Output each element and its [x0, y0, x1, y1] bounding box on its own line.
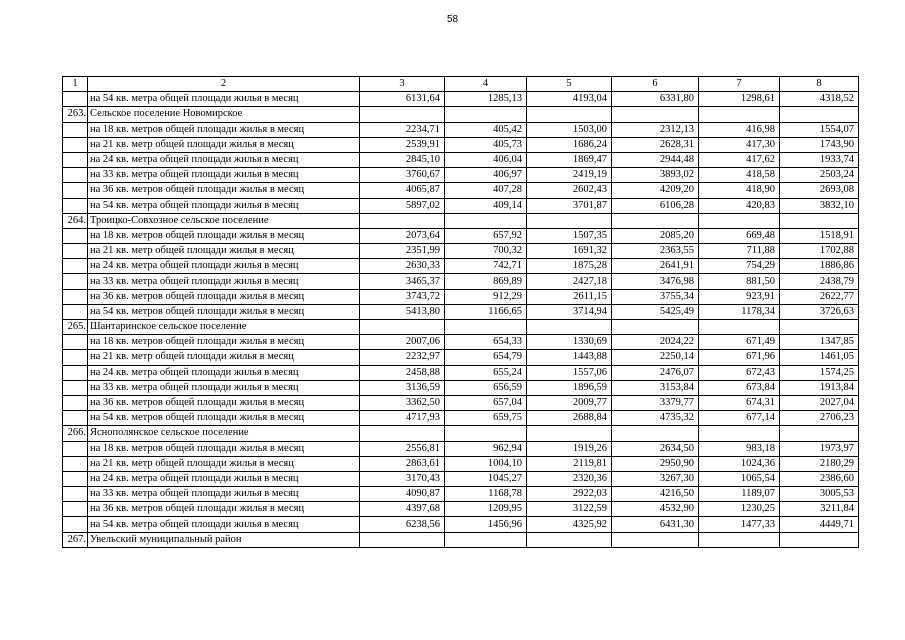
value-cell: 4532,90	[612, 502, 699, 517]
value-cell: 2024,22	[612, 335, 699, 350]
table-row	[63, 502, 859, 517]
group-row	[63, 213, 859, 228]
table-row	[63, 228, 859, 243]
empty-cell	[63, 289, 88, 304]
table-row	[63, 487, 859, 502]
value-cell: 1168,78	[445, 487, 527, 502]
row-description: на 36 кв. метров общей площади жилья в месяц	[88, 289, 360, 304]
empty-cell	[780, 532, 859, 547]
value-cell: 4449,71	[780, 517, 859, 532]
value-cell: 3005,53	[780, 487, 859, 502]
group-name: Шантаринское сельское поселение	[88, 320, 360, 335]
value-cell: 4397,68	[360, 502, 445, 517]
empty-cell	[527, 532, 612, 547]
value-cell: 654,79	[445, 350, 527, 365]
row-description: на 54 кв. метров общей площади жилья в месяц	[88, 304, 360, 319]
row-description: на 54 кв. метра общей площади жилья в месяц	[88, 198, 360, 213]
value-cell: 3893,02	[612, 168, 699, 183]
row-description: на 24 кв. метра общей площади жилья в месяц	[88, 471, 360, 486]
empty-cell	[63, 168, 88, 183]
value-cell: 2027,04	[780, 395, 859, 410]
value-cell: 700,32	[445, 244, 527, 259]
empty-cell	[63, 198, 88, 213]
group-name: Сельское поселение Новомирское	[88, 107, 360, 122]
value-cell: 1178,34	[699, 304, 780, 319]
value-cell: 2628,31	[612, 137, 699, 152]
row-description: на 54 кв. метров общей площади жилья в месяц	[88, 411, 360, 426]
row-description: на 36 кв. метров общей площади жилья в месяц	[88, 183, 360, 198]
value-cell: 3170,43	[360, 471, 445, 486]
table-row	[63, 168, 859, 183]
empty-cell	[360, 213, 445, 228]
value-cell: 2119,81	[527, 456, 612, 471]
value-cell: 5897,02	[360, 198, 445, 213]
value-cell: 1875,28	[527, 259, 612, 274]
value-cell: 2622,77	[780, 289, 859, 304]
empty-cell	[63, 350, 88, 365]
group-name: Яснополянское сельское поселение	[88, 426, 360, 441]
value-cell: 742,71	[445, 259, 527, 274]
value-cell: 677,14	[699, 411, 780, 426]
table-row	[63, 289, 859, 304]
empty-cell	[63, 122, 88, 137]
empty-cell	[63, 137, 88, 152]
empty-cell	[699, 426, 780, 441]
value-cell: 6106,28	[612, 198, 699, 213]
value-cell: 3726,63	[780, 304, 859, 319]
value-cell: 1743,90	[780, 137, 859, 152]
value-cell: 4318,52	[780, 92, 859, 107]
table-row	[63, 441, 859, 456]
value-cell: 659,75	[445, 411, 527, 426]
empty-cell	[699, 213, 780, 228]
value-cell: 2458,88	[360, 365, 445, 380]
row-description: на 36 кв. метров общей площади жилья в месяц	[88, 502, 360, 517]
empty-cell	[612, 320, 699, 335]
value-cell: 1045,27	[445, 471, 527, 486]
empty-cell	[780, 320, 859, 335]
value-cell: 2363,55	[612, 244, 699, 259]
row-description: на 24 кв. метра общей площади жилья в месяц	[88, 259, 360, 274]
row-description: на 33 кв. метра общей площади жилья в месяц	[88, 274, 360, 289]
value-cell: 2641,91	[612, 259, 699, 274]
value-cell: 3465,37	[360, 274, 445, 289]
empty-cell	[527, 107, 612, 122]
empty-cell	[63, 471, 88, 486]
value-cell: 4193,04	[527, 92, 612, 107]
value-cell: 5413,80	[360, 304, 445, 319]
empty-cell	[527, 213, 612, 228]
table-row	[63, 335, 859, 350]
value-cell: 1702,88	[780, 244, 859, 259]
group-row	[63, 426, 859, 441]
value-cell: 420,83	[699, 198, 780, 213]
value-cell: 655,24	[445, 365, 527, 380]
group-name: Увельский муниципальный район	[88, 532, 360, 547]
value-cell: 3743,72	[360, 289, 445, 304]
value-cell: 3267,30	[612, 471, 699, 486]
header-cell: 5	[527, 77, 612, 92]
table-row	[63, 259, 859, 274]
header-cell: 3	[360, 77, 445, 92]
table-row	[63, 471, 859, 486]
empty-cell	[63, 380, 88, 395]
empty-cell	[612, 426, 699, 441]
empty-cell	[445, 320, 527, 335]
value-cell: 2503,24	[780, 168, 859, 183]
row-description: на 33 кв. метра общей площади жилья в месяц	[88, 168, 360, 183]
group-number: 267.	[63, 532, 88, 547]
empty-cell	[63, 228, 88, 243]
value-cell: 881,50	[699, 274, 780, 289]
value-cell: 4090,87	[360, 487, 445, 502]
row-description: на 33 кв. метра общей площади жилья в месяц	[88, 380, 360, 395]
value-cell: 657,04	[445, 395, 527, 410]
value-cell: 2922,03	[527, 487, 612, 502]
value-cell: 1574,25	[780, 365, 859, 380]
value-cell: 2438,79	[780, 274, 859, 289]
value-cell: 2007,06	[360, 335, 445, 350]
empty-cell	[445, 107, 527, 122]
empty-cell	[63, 183, 88, 198]
row-description: на 33 кв. метра общей площади жилья в месяц	[88, 487, 360, 502]
value-cell: 405,42	[445, 122, 527, 137]
value-cell: 409,14	[445, 198, 527, 213]
empty-cell	[63, 441, 88, 456]
empty-cell	[63, 395, 88, 410]
value-cell: 1973,97	[780, 441, 859, 456]
value-cell: 418,58	[699, 168, 780, 183]
empty-cell	[63, 92, 88, 107]
value-cell: 1461,05	[780, 350, 859, 365]
value-cell: 4216,50	[612, 487, 699, 502]
table-row	[63, 456, 859, 471]
table-row	[63, 137, 859, 152]
page-number: 58	[446, 14, 459, 25]
empty-cell	[63, 411, 88, 426]
row-description: на 54 кв. метра общей площади жилья в месяц	[88, 92, 360, 107]
table-row	[63, 517, 859, 532]
table-row	[63, 365, 859, 380]
value-cell: 2312,13	[612, 122, 699, 137]
value-cell: 6238,56	[360, 517, 445, 532]
value-cell: 3136,59	[360, 380, 445, 395]
table-row	[63, 395, 859, 410]
value-cell: 2476,07	[612, 365, 699, 380]
value-cell: 406,97	[445, 168, 527, 183]
value-cell: 1686,24	[527, 137, 612, 152]
group-row	[63, 320, 859, 335]
value-cell: 416,98	[699, 122, 780, 137]
value-cell: 2706,23	[780, 411, 859, 426]
empty-cell	[780, 213, 859, 228]
value-cell: 1004,10	[445, 456, 527, 471]
table-row	[63, 274, 859, 289]
empty-cell	[780, 426, 859, 441]
table-row	[63, 183, 859, 198]
empty-cell	[360, 320, 445, 335]
empty-cell	[445, 426, 527, 441]
value-cell: 1209,95	[445, 502, 527, 517]
empty-cell	[699, 320, 780, 335]
value-cell: 2944,48	[612, 152, 699, 167]
row-description: на 36 кв. метров общей площади жилья в месяц	[88, 395, 360, 410]
value-cell: 1896,59	[527, 380, 612, 395]
value-cell: 1166,65	[445, 304, 527, 319]
group-number: 263.	[63, 107, 88, 122]
value-cell: 923,91	[699, 289, 780, 304]
value-cell: 912,29	[445, 289, 527, 304]
value-cell: 4735,32	[612, 411, 699, 426]
value-cell: 1913,84	[780, 380, 859, 395]
value-cell: 2234,71	[360, 122, 445, 137]
group-row	[63, 532, 859, 547]
empty-cell	[63, 502, 88, 517]
value-cell: 1557,06	[527, 365, 612, 380]
value-cell: 3211,84	[780, 502, 859, 517]
empty-cell	[360, 532, 445, 547]
value-cell: 406,04	[445, 152, 527, 167]
value-cell: 3122,59	[527, 502, 612, 517]
value-cell: 6431,30	[612, 517, 699, 532]
value-cell: 1456,96	[445, 517, 527, 532]
value-cell: 3714,94	[527, 304, 612, 319]
value-cell: 1477,33	[699, 517, 780, 532]
value-cell: 1869,47	[527, 152, 612, 167]
value-cell: 2556,81	[360, 441, 445, 456]
empty-cell	[612, 213, 699, 228]
value-cell: 2634,50	[612, 441, 699, 456]
value-cell: 2427,18	[527, 274, 612, 289]
row-description: на 24 кв. метра общей площади жилья в месяц	[88, 152, 360, 167]
empty-cell	[63, 517, 88, 532]
value-cell: 407,28	[445, 183, 527, 198]
row-description: на 21 кв. метр общей площади жилья в месяц	[88, 456, 360, 471]
value-cell: 2351,99	[360, 244, 445, 259]
empty-cell	[445, 532, 527, 547]
empty-cell	[699, 532, 780, 547]
value-cell: 4325,92	[527, 517, 612, 532]
value-cell: 1933,74	[780, 152, 859, 167]
empty-cell	[445, 213, 527, 228]
value-cell: 869,89	[445, 274, 527, 289]
empty-cell	[527, 320, 612, 335]
row-description: на 18 кв. метров общей площади жилья в месяц	[88, 441, 360, 456]
value-cell: 1285,13	[445, 92, 527, 107]
value-cell: 3476,98	[612, 274, 699, 289]
value-cell: 671,49	[699, 335, 780, 350]
table-row	[63, 198, 859, 213]
value-cell: 6331,80	[612, 92, 699, 107]
value-cell: 1330,69	[527, 335, 612, 350]
value-cell: 1507,35	[527, 228, 612, 243]
empty-cell	[63, 487, 88, 502]
empty-cell	[612, 532, 699, 547]
value-cell: 5425,49	[612, 304, 699, 319]
row-description: на 21 кв. метр общей площади жилья в месяц	[88, 244, 360, 259]
group-number: 264.	[63, 213, 88, 228]
value-cell: 3755,34	[612, 289, 699, 304]
empty-cell	[63, 304, 88, 319]
group-name: Троицко-Совхозное сельское поселение	[88, 213, 360, 228]
empty-cell	[63, 259, 88, 274]
table-row	[63, 411, 859, 426]
row-description: на 24 кв. метра общей площади жилья в месяц	[88, 365, 360, 380]
table-body	[63, 77, 859, 548]
empty-cell	[527, 426, 612, 441]
value-cell: 2386,60	[780, 471, 859, 486]
value-cell: 1347,85	[780, 335, 859, 350]
empty-cell	[63, 365, 88, 380]
row-description: на 54 кв. метра общей площади жилья в месяц	[88, 517, 360, 532]
value-cell: 754,29	[699, 259, 780, 274]
value-cell: 6131,64	[360, 92, 445, 107]
value-cell: 405,73	[445, 137, 527, 152]
value-cell: 3701,87	[527, 198, 612, 213]
empty-cell	[63, 335, 88, 350]
empty-cell	[63, 274, 88, 289]
header-cell: 8	[780, 77, 859, 92]
value-cell: 2250,14	[612, 350, 699, 365]
value-cell: 673,84	[699, 380, 780, 395]
value-cell: 3760,67	[360, 168, 445, 183]
value-cell: 4065,87	[360, 183, 445, 198]
value-cell: 4717,93	[360, 411, 445, 426]
value-cell: 1518,91	[780, 228, 859, 243]
value-cell: 417,30	[699, 137, 780, 152]
value-cell: 1554,07	[780, 122, 859, 137]
tariff-table	[62, 76, 859, 548]
table-row	[63, 92, 859, 107]
group-row	[63, 107, 859, 122]
row-description: на 18 кв. метров общей площади жилья в месяц	[88, 122, 360, 137]
header-cell: 2	[88, 77, 360, 92]
row-description: на 18 кв. метров общей площади жилья в месяц	[88, 228, 360, 243]
value-cell: 2419,19	[527, 168, 612, 183]
value-cell: 418,90	[699, 183, 780, 198]
table-row	[63, 152, 859, 167]
value-cell: 1919,26	[527, 441, 612, 456]
empty-cell	[360, 426, 445, 441]
table-row	[63, 304, 859, 319]
value-cell: 2539,91	[360, 137, 445, 152]
value-cell: 2009,77	[527, 395, 612, 410]
table-row	[63, 380, 859, 395]
value-cell: 2630,33	[360, 259, 445, 274]
value-cell: 672,43	[699, 365, 780, 380]
value-cell: 671,96	[699, 350, 780, 365]
value-cell: 983,18	[699, 441, 780, 456]
group-number: 266.	[63, 426, 88, 441]
header-cell: 6	[612, 77, 699, 92]
group-number: 265.	[63, 320, 88, 335]
value-cell: 1189,07	[699, 487, 780, 502]
header-cell: 4	[445, 77, 527, 92]
table-row	[63, 122, 859, 137]
row-description: на 18 кв. метров общей площади жилья в месяц	[88, 335, 360, 350]
value-cell: 4209,20	[612, 183, 699, 198]
value-cell: 2845,10	[360, 152, 445, 167]
value-cell: 1298,61	[699, 92, 780, 107]
value-cell: 1443,88	[527, 350, 612, 365]
value-cell: 962,94	[445, 441, 527, 456]
value-cell: 2863,61	[360, 456, 445, 471]
value-cell: 669,48	[699, 228, 780, 243]
empty-cell	[699, 107, 780, 122]
value-cell: 2693,08	[780, 183, 859, 198]
empty-cell	[780, 107, 859, 122]
header-cell: 7	[699, 77, 780, 92]
value-cell: 656,59	[445, 380, 527, 395]
value-cell: 3379,77	[612, 395, 699, 410]
empty-cell	[63, 456, 88, 471]
row-description: на 21 кв. метр общей площади жилья в месяц	[88, 137, 360, 152]
value-cell: 3832,10	[780, 198, 859, 213]
empty-cell	[63, 152, 88, 167]
value-cell: 1230,25	[699, 502, 780, 517]
value-cell: 657,92	[445, 228, 527, 243]
value-cell: 2950,90	[612, 456, 699, 471]
value-cell: 2180,29	[780, 456, 859, 471]
value-cell: 2320,36	[527, 471, 612, 486]
value-cell: 674,31	[699, 395, 780, 410]
empty-cell	[360, 107, 445, 122]
value-cell: 711,88	[699, 244, 780, 259]
table-row	[63, 350, 859, 365]
value-cell: 2085,20	[612, 228, 699, 243]
value-cell: 417,62	[699, 152, 780, 167]
value-cell: 2602,43	[527, 183, 612, 198]
value-cell: 2688,84	[527, 411, 612, 426]
value-cell: 3153,84	[612, 380, 699, 395]
table-row	[63, 244, 859, 259]
value-cell: 2611,15	[527, 289, 612, 304]
value-cell: 2232,97	[360, 350, 445, 365]
value-cell: 1065,54	[699, 471, 780, 486]
header-row	[63, 77, 859, 92]
row-description: на 21 кв. метр общей площади жилья в месяц	[88, 350, 360, 365]
header-cell: 1	[63, 77, 88, 92]
value-cell: 1503,00	[527, 122, 612, 137]
value-cell: 1886,86	[780, 259, 859, 274]
empty-cell	[63, 244, 88, 259]
value-cell: 654,33	[445, 335, 527, 350]
value-cell: 3362,50	[360, 395, 445, 410]
value-cell: 1024,36	[699, 456, 780, 471]
value-cell: 1691,32	[527, 244, 612, 259]
value-cell: 2073,64	[360, 228, 445, 243]
empty-cell	[612, 107, 699, 122]
